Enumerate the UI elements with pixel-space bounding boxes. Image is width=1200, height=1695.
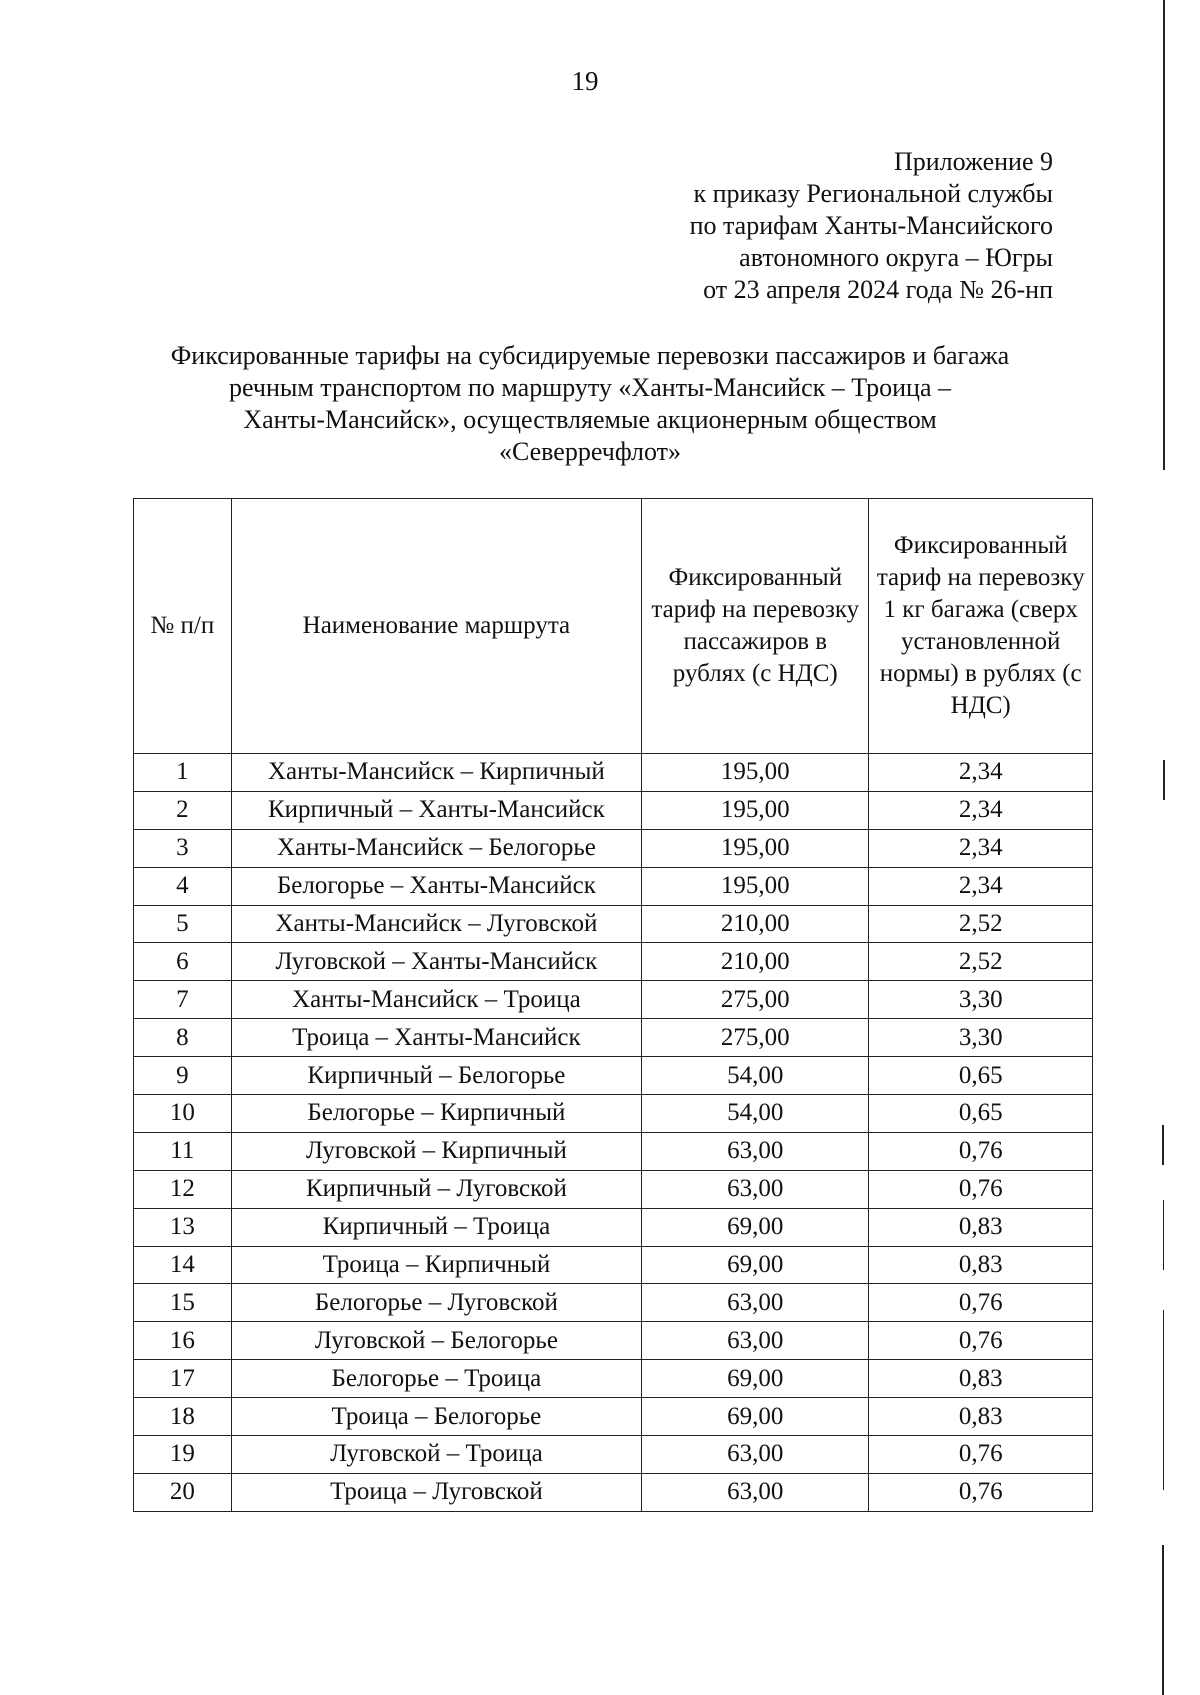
title-line: «Северречфлот» <box>498 437 682 466</box>
appendix-line: Приложение 9 <box>893 147 1053 176</box>
cell-baggage-tariff: 3,30 <box>869 1019 1093 1057</box>
cell-passenger-tariff: 54,00 <box>642 1095 869 1133</box>
cell-number: 13 <box>134 1208 232 1246</box>
cell-number: 17 <box>134 1360 232 1398</box>
cell-baggage-tariff: 0,83 <box>869 1360 1093 1398</box>
cell-route: Кирпичный – Троица <box>231 1208 641 1246</box>
cell-number: 6 <box>134 943 232 981</box>
cell-baggage-tariff: 2,34 <box>869 754 1093 792</box>
cell-baggage-tariff: 0,76 <box>869 1436 1093 1474</box>
cell-number: 1 <box>134 754 232 792</box>
cell-passenger-tariff: 210,00 <box>642 905 869 943</box>
cell-route: Кирпичный – Луговской <box>231 1170 641 1208</box>
scan-edge-mark <box>1163 1310 1164 1490</box>
cell-baggage-tariff: 0,76 <box>869 1473 1093 1511</box>
cell-number: 20 <box>134 1473 232 1511</box>
table-header-row <box>134 499 1093 754</box>
cell-route: Кирпичный – Белогорье <box>231 1057 641 1095</box>
cell-baggage-tariff: 3,30 <box>869 981 1093 1019</box>
appendix-line: от 23 апреля 2024 года № 26-нп <box>703 275 1053 304</box>
cell-passenger-tariff: 195,00 <box>642 867 869 905</box>
cell-passenger-tariff: 69,00 <box>642 1208 869 1246</box>
header-passenger-tariff: Фиксированный тариф на перевозку пассажиров в рублях (с НДС) <box>642 499 869 754</box>
table-row <box>134 1284 1093 1322</box>
table-row <box>134 1057 1093 1095</box>
cell-passenger-tariff: 69,00 <box>642 1398 869 1436</box>
cell-passenger-tariff: 63,00 <box>642 1170 869 1208</box>
table-row <box>134 1170 1093 1208</box>
cell-route: Троица – Белогорье <box>231 1398 641 1436</box>
cell-baggage-tariff: 0,76 <box>869 1170 1093 1208</box>
cell-route: Белогорье – Ханты-Мансийск <box>231 867 641 905</box>
cell-baggage-tariff: 0,65 <box>869 1095 1093 1133</box>
cell-number: 2 <box>134 791 232 829</box>
cell-number: 12 <box>134 1170 232 1208</box>
cell-passenger-tariff: 195,00 <box>642 829 869 867</box>
cell-passenger-tariff: 195,00 <box>642 791 869 829</box>
table-row <box>134 1095 1093 1133</box>
cell-passenger-tariff: 210,00 <box>642 943 869 981</box>
cell-passenger-tariff: 63,00 <box>642 1473 869 1511</box>
table-row <box>134 1436 1093 1474</box>
table-row <box>134 981 1093 1019</box>
table-body <box>134 754 1093 1512</box>
cell-baggage-tariff: 0,76 <box>869 1284 1093 1322</box>
cell-number: 11 <box>134 1132 232 1170</box>
cell-number: 8 <box>134 1019 232 1057</box>
appendix-block <box>690 146 1053 306</box>
cell-route: Троица – Кирпичный <box>231 1246 641 1284</box>
header-baggage-tariff: Фиксированный тариф на перевозку 1 кг багажа (сверх установленной нормы) в рублях (с НДС) <box>869 499 1093 754</box>
scan-edge-mark <box>1163 1200 1164 1270</box>
cell-baggage-tariff: 2,34 <box>869 867 1093 905</box>
cell-passenger-tariff: 63,00 <box>642 1284 869 1322</box>
cell-route: Луговской – Ханты-Мансийск <box>231 943 641 981</box>
cell-passenger-tariff: 195,00 <box>642 754 869 792</box>
cell-passenger-tariff: 275,00 <box>642 1019 869 1057</box>
scan-edge-mark <box>1163 0 1165 470</box>
table-row <box>134 754 1093 792</box>
table-row <box>134 1360 1093 1398</box>
scan-edge-mark <box>1163 760 1165 800</box>
table-row <box>134 829 1093 867</box>
cell-route: Белогорье – Луговской <box>231 1284 641 1322</box>
table-row <box>134 943 1093 981</box>
cell-passenger-tariff: 63,00 <box>642 1436 869 1474</box>
cell-number: 10 <box>134 1095 232 1133</box>
cell-baggage-tariff: 0,83 <box>869 1208 1093 1246</box>
cell-baggage-tariff: 2,34 <box>869 829 1093 867</box>
table-row <box>134 1322 1093 1360</box>
cell-baggage-tariff: 0,83 <box>869 1398 1093 1436</box>
cell-passenger-tariff: 275,00 <box>642 981 869 1019</box>
table-row <box>134 1246 1093 1284</box>
cell-route: Ханты-Мансийск – Луговской <box>231 905 641 943</box>
cell-route: Ханты-Мансийск – Белогорье <box>231 829 641 867</box>
cell-baggage-tariff: 0,76 <box>869 1322 1093 1360</box>
table-row <box>134 1473 1093 1511</box>
appendix-line: по тарифам Ханты-Мансийского <box>689 211 1053 240</box>
cell-route: Троица – Ханты-Мансийск <box>231 1019 641 1057</box>
scan-edge-mark <box>1162 1545 1164 1695</box>
document-title <box>110 340 1070 468</box>
cell-route: Луговской – Белогорье <box>231 1322 641 1360</box>
cell-baggage-tariff: 2,52 <box>869 943 1093 981</box>
cell-route: Троица – Луговской <box>231 1473 641 1511</box>
title-line: Ханты-Мансийск», осуществляемые акционерным обществом <box>243 405 937 434</box>
cell-number: 4 <box>134 867 232 905</box>
cell-number: 7 <box>134 981 232 1019</box>
title-line: Фиксированные тарифы на субсидируемые перевозки пассажиров и багажа <box>170 341 1010 370</box>
cell-baggage-tariff: 0,83 <box>869 1246 1093 1284</box>
page-number: 19 <box>571 66 599 96</box>
cell-baggage-tariff: 2,34 <box>869 791 1093 829</box>
scan-edge-mark <box>1162 1125 1164 1165</box>
cell-route: Белогорье – Кирпичный <box>231 1095 641 1133</box>
cell-number: 9 <box>134 1057 232 1095</box>
cell-number: 16 <box>134 1322 232 1360</box>
cell-number: 19 <box>134 1436 232 1474</box>
cell-route: Ханты-Мансийск – Троица <box>231 981 641 1019</box>
table-row <box>134 867 1093 905</box>
cell-baggage-tariff: 2,52 <box>869 905 1093 943</box>
appendix-line: автономного округа – Югры <box>739 243 1053 272</box>
cell-passenger-tariff: 69,00 <box>642 1360 869 1398</box>
cell-number: 15 <box>134 1284 232 1322</box>
cell-passenger-tariff: 54,00 <box>642 1057 869 1095</box>
cell-route: Луговской – Троица <box>231 1436 641 1474</box>
cell-route: Ханты-Мансийск – Кирпичный <box>231 754 641 792</box>
table-row <box>134 1398 1093 1436</box>
table-row <box>134 791 1093 829</box>
tariff-table <box>133 498 1093 1512</box>
cell-passenger-tariff: 63,00 <box>642 1322 869 1360</box>
table-row <box>134 1208 1093 1246</box>
cell-baggage-tariff: 0,65 <box>869 1057 1093 1095</box>
cell-number: 5 <box>134 905 232 943</box>
cell-passenger-tariff: 63,00 <box>642 1132 869 1170</box>
table-row <box>134 1019 1093 1057</box>
cell-number: 14 <box>134 1246 232 1284</box>
header-number: № п/п <box>134 499 232 754</box>
cell-route: Луговской – Кирпичный <box>231 1132 641 1170</box>
cell-baggage-tariff: 0,76 <box>869 1132 1093 1170</box>
cell-passenger-tariff: 69,00 <box>642 1246 869 1284</box>
cell-route: Кирпичный – Ханты-Мансийск <box>231 791 641 829</box>
cell-route: Белогорье – Троица <box>231 1360 641 1398</box>
header-route: Наименование маршрута <box>231 499 641 754</box>
cell-number: 3 <box>134 829 232 867</box>
table-row <box>134 905 1093 943</box>
appendix-line: к приказу Региональной службы <box>693 179 1053 208</box>
title-line: речным транспортом по маршруту «Ханты-Мансийск – Троица – <box>228 373 952 402</box>
table-row <box>134 1132 1093 1170</box>
cell-number: 18 <box>134 1398 232 1436</box>
